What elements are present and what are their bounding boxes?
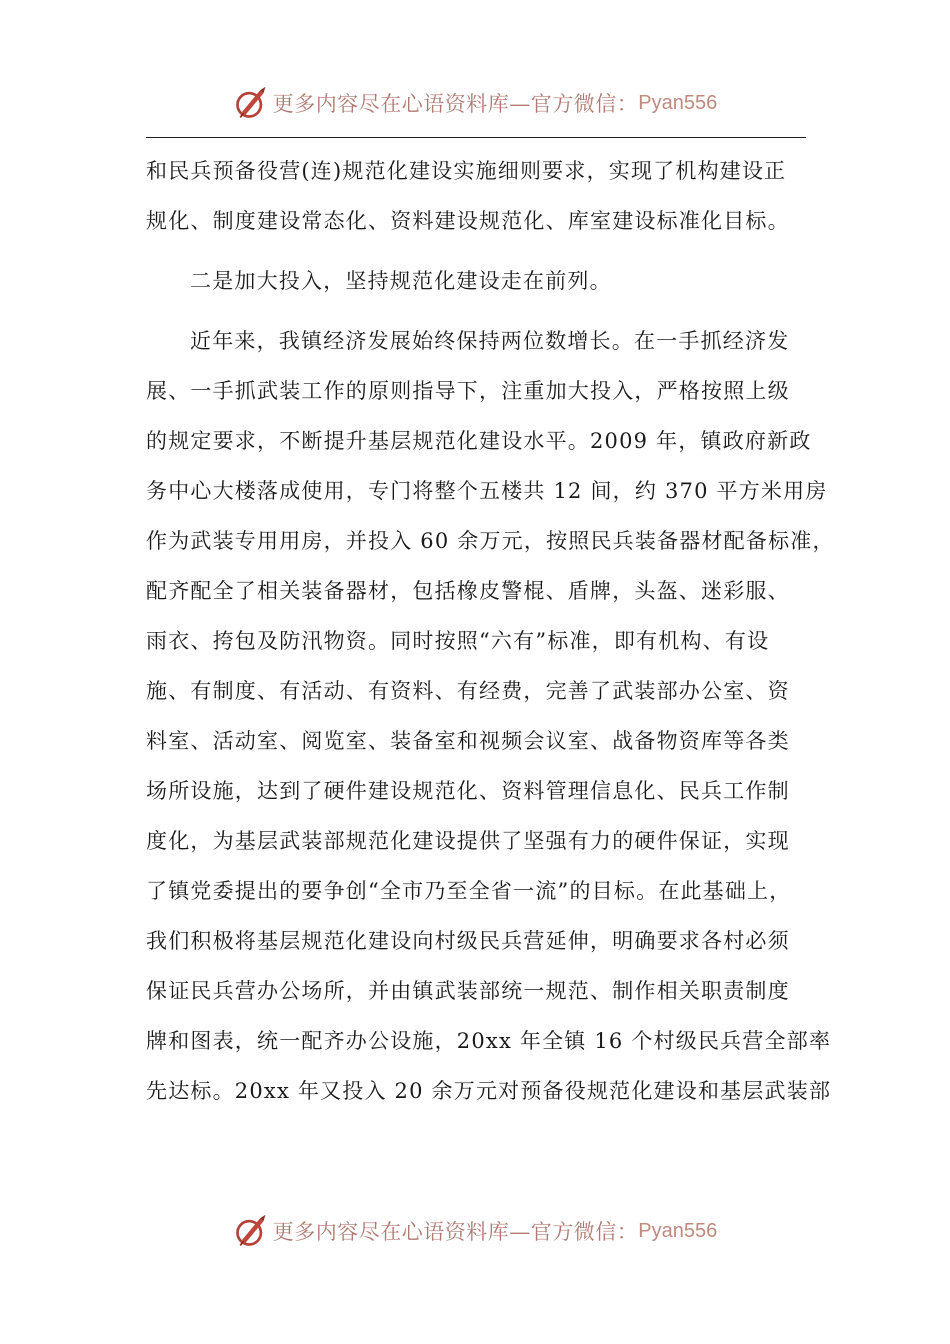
document-body: [146, 146, 835, 1116]
text-line: 场所设施，达到了硬件建设规范化、资料管理信息化、民兵工作制: [146, 779, 790, 803]
text-line: 料室、活动室、阅览室、装备室和视频会议室、战备物资库等各类: [146, 729, 790, 753]
text-line: 度化，为基层武装部规范化建设提供了坚强有力的硬件保证，实现: [146, 829, 790, 853]
text-line: 了镇党委提出的要争创“全市乃至全省一流”的目标。在此基础上，: [146, 879, 792, 903]
header-banner-text: 更多内容尽在心语资料库—官方微信：: [272, 92, 639, 116]
header-divider: [146, 137, 806, 138]
text-line: 施、有制度、有活动、有资料、有经费，完善了武装部办公室、资: [146, 679, 790, 703]
text-line: 务中心大楼落成使用，专门将整个五楼共 12 间，约 370 平方米用房: [146, 479, 828, 503]
footer-banner: [0, 1208, 950, 1254]
footer-banner-wechat: Pyan556: [638, 1219, 718, 1242]
text-line: 先达标。20xx 年又投入 20 余万元对预备役规范化建设和基层武装部: [146, 1079, 832, 1103]
text-line: 规化、制度建设常态化、资料建设规范化、库室建设标准化目标。: [146, 209, 790, 233]
text-line: 近年来，我镇经济发展始终保持两位数增长。在一手抓经济发: [190, 329, 790, 353]
header-banner: [0, 80, 950, 126]
text-line: 牌和图表，统一配齐办公设施，20xx 年全镇 16 个村级民兵营全部率: [146, 1029, 832, 1053]
text-line: 作为武装专用用房，并投入 60 余万元，按照民兵装备器材配备标准，: [146, 529, 835, 553]
text-line: 保证民兵营办公场所，并由镇武装部统一规范、制作相关职责制度: [146, 979, 790, 1003]
quill-in-circle-icon: [233, 1213, 269, 1249]
section-heading: 二是加大投入，坚持规范化建设走在前列。: [190, 269, 612, 293]
text-line: 的规定要求，不断提升基层规范化建设水平。2009 年，镇政府新政: [146, 429, 812, 453]
text-line: 配齐配全了相关装备器材，包括橡皮警棍、盾牌，头盔、迷彩服、: [146, 579, 790, 603]
quill-in-circle-icon: [233, 85, 269, 121]
header-banner-wechat: Pyan556: [638, 91, 718, 114]
text-line: 展、一手抓武装工作的原则指导下，注重加大投入，严格按照上级: [146, 379, 790, 403]
text-line: 和民兵预备役营(连)规范化建设实施细则要求，实现了机构建设正: [146, 159, 787, 183]
text-line: 雨衣、挎包及防汛物资。同时按照“六有”标准，即有机构、有设: [146, 629, 770, 653]
text-line: 我们积极将基层规范化建设向村级民兵营延伸，明确要求各村必须: [146, 929, 790, 953]
footer-banner-text: 更多内容尽在心语资料库—官方微信：: [272, 1220, 639, 1244]
